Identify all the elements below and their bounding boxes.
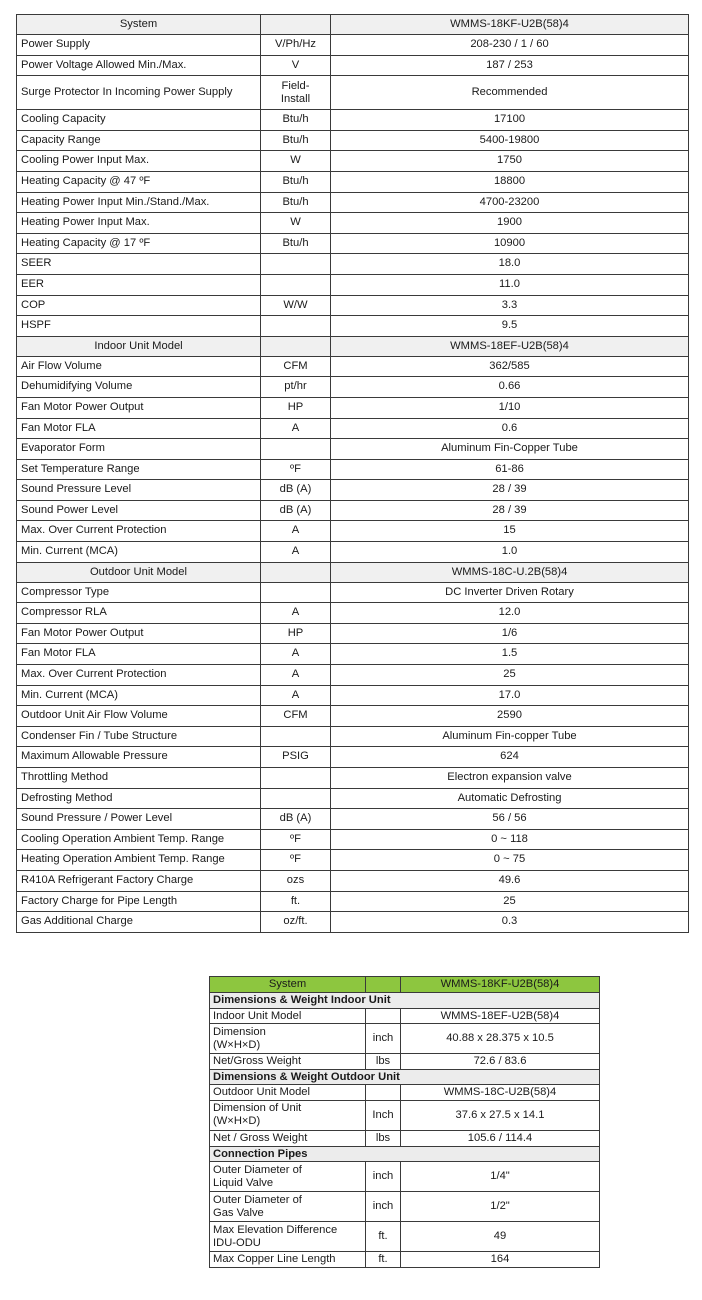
dim-table-row — [210, 1192, 600, 1222]
row-value: 1750 — [331, 151, 689, 172]
table-row — [17, 870, 689, 891]
row-unit: HP — [261, 397, 331, 418]
table-row — [17, 295, 689, 316]
header-unit — [261, 15, 331, 35]
row-label: Capacity Range — [17, 130, 261, 151]
row-unit: A — [261, 644, 331, 665]
table-row — [17, 829, 689, 850]
dim-row-value: WMMS-18EF-U2B(58)4 — [401, 1008, 600, 1024]
table-row — [17, 192, 689, 213]
specifications-table-body — [17, 15, 689, 933]
dim-table-row — [210, 1008, 600, 1024]
table-row — [17, 623, 689, 644]
row-unit: ft. — [261, 891, 331, 912]
row-unit: ozs — [261, 870, 331, 891]
dim-row-value: 1/2" — [401, 1192, 600, 1222]
row-unit-line1: Field- — [281, 80, 310, 93]
row-value: WMMS-18C-U.2B(58)4 — [331, 562, 689, 582]
row-value: 4700-23200 — [331, 192, 689, 213]
dim-row-label-line1: Dimension — [213, 1025, 266, 1038]
row-value: Automatic Defrosting — [331, 788, 689, 809]
dim-row-label-line2: Liquid Valve — [213, 1176, 274, 1189]
table-row — [17, 459, 689, 480]
table-row — [17, 316, 689, 337]
row-unit: ºF — [261, 459, 331, 480]
dim-row-label — [210, 1024, 366, 1054]
table-row — [17, 377, 689, 398]
row-unit: W/W — [261, 295, 331, 316]
table-row — [17, 110, 689, 131]
dim-header-label: System — [210, 977, 366, 993]
row-value: 5400-19800 — [331, 130, 689, 151]
group-header-row — [17, 562, 689, 582]
table-row — [17, 665, 689, 686]
table-row — [17, 726, 689, 747]
table-row — [17, 480, 689, 501]
row-unit: A — [261, 603, 331, 624]
table-header-row — [17, 15, 689, 35]
row-value: 0 ~ 118 — [331, 829, 689, 850]
row-value: 17100 — [331, 110, 689, 131]
row-label: Compressor Type — [17, 582, 261, 603]
row-unit: V — [261, 55, 331, 76]
row-unit: A — [261, 521, 331, 542]
table-row — [17, 76, 689, 110]
dim-row-label: Max Copper Line Length — [210, 1252, 366, 1268]
row-label: Power Supply — [17, 35, 261, 56]
row-label: R410A Refrigerant Factory Charge — [17, 870, 261, 891]
dim-row-label-line2: Gas Valve — [213, 1206, 264, 1219]
row-unit: dB (A) — [261, 500, 331, 521]
row-unit: CFM — [261, 706, 331, 727]
row-unit — [261, 439, 331, 460]
dimensions-table-body — [210, 977, 600, 1268]
row-value: 25 — [331, 891, 689, 912]
dim-header-unit — [366, 977, 401, 993]
row-value: 624 — [331, 747, 689, 768]
row-unit-line2: Install — [280, 92, 311, 105]
row-unit: A — [261, 542, 331, 563]
row-label: Maximum Allowable Pressure — [17, 747, 261, 768]
row-unit — [261, 76, 331, 110]
row-label: SEER — [17, 254, 261, 275]
row-unit — [261, 336, 331, 356]
row-value: 11.0 — [331, 274, 689, 295]
row-label: Surge Protector In Incoming Power Supply — [17, 76, 261, 110]
row-value: 56 / 56 — [331, 809, 689, 830]
row-label: Evaporator Form — [17, 439, 261, 460]
row-value: 0 ~ 75 — [331, 850, 689, 871]
row-unit: V/Ph/Hz — [261, 35, 331, 56]
row-unit: oz/ft. — [261, 912, 331, 933]
row-label: Cooling Power Input Max. — [17, 151, 261, 172]
row-label: Min. Current (MCA) — [17, 542, 261, 563]
dim-row-unit: inch — [366, 1162, 401, 1192]
row-value: Electron expansion valve — [331, 768, 689, 789]
table-row — [17, 685, 689, 706]
table-row — [17, 747, 689, 768]
dim-row-value: 105.6 / 114.4 — [401, 1130, 600, 1146]
header-model: WMMS-18KF-U2B(58)4 — [331, 15, 689, 35]
table-row — [17, 912, 689, 933]
dim-table-row — [210, 1162, 600, 1192]
row-value: 1/10 — [331, 397, 689, 418]
row-value: 12.0 — [331, 603, 689, 624]
table-row — [17, 356, 689, 377]
row-value: DC Inverter Driven Rotary — [331, 582, 689, 603]
row-value: 18800 — [331, 171, 689, 192]
row-value: Recommended — [331, 76, 689, 110]
specifications-table — [16, 14, 689, 933]
row-value: 10900 — [331, 233, 689, 254]
row-unit: Btu/h — [261, 110, 331, 131]
row-value: Aluminum Fin-copper Tube — [331, 726, 689, 747]
dim-row-label: Net / Gross Weight — [210, 1130, 366, 1146]
row-label: Heating Power Input Max. — [17, 213, 261, 234]
row-unit: Btu/h — [261, 192, 331, 213]
row-value: Aluminum Fin-Copper Tube — [331, 439, 689, 460]
row-unit: PSIG — [261, 747, 331, 768]
row-unit: Btu/h — [261, 130, 331, 151]
dim-row-value: 164 — [401, 1252, 600, 1268]
row-value: 28 / 39 — [331, 500, 689, 521]
row-unit — [261, 582, 331, 603]
row-unit: A — [261, 665, 331, 686]
table-row — [17, 233, 689, 254]
row-value: 0.3 — [331, 912, 689, 933]
dim-row-unit: Inch — [366, 1100, 401, 1130]
row-value: 15 — [331, 521, 689, 542]
row-label: Defrosting Method — [17, 788, 261, 809]
row-label: Throttling Method — [17, 768, 261, 789]
row-label: Outdoor Unit Model — [17, 562, 261, 582]
row-unit — [261, 274, 331, 295]
row-unit: ºF — [261, 829, 331, 850]
dim-row-unit: inch — [366, 1024, 401, 1054]
row-label: Gas Additional Charge — [17, 912, 261, 933]
dim-section-row — [210, 993, 600, 1009]
table-row — [17, 809, 689, 830]
table-row — [17, 439, 689, 460]
row-label: EER — [17, 274, 261, 295]
row-unit — [261, 562, 331, 582]
table-row — [17, 891, 689, 912]
dim-table-row — [210, 1024, 600, 1054]
row-unit: Btu/h — [261, 233, 331, 254]
dim-section-row — [210, 1146, 600, 1162]
row-unit — [261, 316, 331, 337]
dim-table-row — [210, 1222, 600, 1252]
row-unit: A — [261, 418, 331, 439]
row-value: 0.66 — [331, 377, 689, 398]
dim-row-label-line1: Outer Diameter of — [213, 1193, 302, 1206]
row-value: 362/585 — [331, 356, 689, 377]
row-value: WMMS-18EF-U2B(58)4 — [331, 336, 689, 356]
row-label: Heating Power Input Min./Stand./Max. — [17, 192, 261, 213]
dim-row-label-line1: Max Elevation Difference — [213, 1223, 338, 1236]
dim-table-row — [210, 1100, 600, 1130]
dim-row-label-line1: Outer Diameter of — [213, 1163, 302, 1176]
table-row — [17, 706, 689, 727]
row-label: Heating Operation Ambient Temp. Range — [17, 850, 261, 871]
dim-table-row — [210, 1054, 600, 1070]
dim-row-label — [210, 1222, 366, 1252]
row-unit: W — [261, 151, 331, 172]
row-label: Condenser Fin / Tube Structure — [17, 726, 261, 747]
table-row — [17, 130, 689, 151]
dim-row-unit: lbs — [366, 1130, 401, 1146]
header-label: System — [17, 15, 261, 35]
row-value: 2590 — [331, 706, 689, 727]
table-row — [17, 521, 689, 542]
dim-section-title: Dimensions & Weight Indoor Unit — [210, 993, 600, 1009]
row-value: 1.0 — [331, 542, 689, 563]
row-label: Fan Motor Power Output — [17, 397, 261, 418]
dim-row-unit: inch — [366, 1192, 401, 1222]
table-row — [17, 603, 689, 624]
dim-header-model: WMMS-18KF-U2B(58)4 — [401, 977, 600, 993]
row-unit: dB (A) — [261, 480, 331, 501]
row-value: 187 / 253 — [331, 55, 689, 76]
row-label: Power Voltage Allowed Min./Max. — [17, 55, 261, 76]
row-value: 1900 — [331, 213, 689, 234]
table-row — [17, 644, 689, 665]
dim-row-unit: lbs — [366, 1054, 401, 1070]
row-unit: A — [261, 685, 331, 706]
row-label: Air Flow Volume — [17, 356, 261, 377]
row-value: 9.5 — [331, 316, 689, 337]
row-value: 1/6 — [331, 623, 689, 644]
row-label: Compressor RLA — [17, 603, 261, 624]
row-value: 61-86 — [331, 459, 689, 480]
dim-section-row — [210, 1069, 600, 1085]
table-row — [17, 254, 689, 275]
row-unit: dB (A) — [261, 809, 331, 830]
row-unit — [261, 726, 331, 747]
row-value: 208-230 / 1 / 60 — [331, 35, 689, 56]
table-row — [17, 582, 689, 603]
row-unit: pt/hr — [261, 377, 331, 398]
table-row — [17, 768, 689, 789]
row-label: Factory Charge for Pipe Length — [17, 891, 261, 912]
dim-row-label-line2: (W×H×D) — [213, 1038, 261, 1051]
dim-row-label: Indoor Unit Model — [210, 1008, 366, 1024]
table-row — [17, 397, 689, 418]
dim-row-value: 40.88 x 28.375 x 10.5 — [401, 1024, 600, 1054]
row-label: Fan Motor FLA — [17, 644, 261, 665]
dim-row-unit: ft. — [366, 1252, 401, 1268]
row-unit — [261, 768, 331, 789]
row-label: Set Temperature Range — [17, 459, 261, 480]
table-row — [17, 213, 689, 234]
dim-row-value: 1/4" — [401, 1162, 600, 1192]
row-label: Cooling Capacity — [17, 110, 261, 131]
table-row — [17, 274, 689, 295]
row-label: Fan Motor FLA — [17, 418, 261, 439]
dim-row-value: 37.6 x 27.5 x 14.1 — [401, 1100, 600, 1130]
row-value: 49.6 — [331, 870, 689, 891]
table-row — [17, 35, 689, 56]
table-row — [17, 542, 689, 563]
row-unit: W — [261, 213, 331, 234]
row-unit: HP — [261, 623, 331, 644]
table-row — [17, 151, 689, 172]
row-label: Heating Capacity @ 17 ºF — [17, 233, 261, 254]
row-label: Sound Power Level — [17, 500, 261, 521]
dim-row-label-line1: Dimension of Unit — [213, 1102, 302, 1115]
row-label: Cooling Operation Ambient Temp. Range — [17, 829, 261, 850]
row-label: Max. Over Current Protection — [17, 521, 261, 542]
row-value: 25 — [331, 665, 689, 686]
row-value: 3.3 — [331, 295, 689, 316]
row-label: Min. Current (MCA) — [17, 685, 261, 706]
table-row — [17, 418, 689, 439]
row-value: 0.6 — [331, 418, 689, 439]
row-label: Dehumidifying Volume — [17, 377, 261, 398]
row-value: 28 / 39 — [331, 480, 689, 501]
dim-row-label-line2: (W×H×D) — [213, 1115, 261, 1128]
row-label: Heating Capacity @ 47 ºF — [17, 171, 261, 192]
row-value: 1.5 — [331, 644, 689, 665]
dim-row-value: WMMS-18C-U2B(58)4 — [401, 1085, 600, 1101]
dim-row-label — [210, 1192, 366, 1222]
dim-section-title: Dimensions & Weight Outdoor Unit — [210, 1069, 600, 1085]
table-row — [17, 850, 689, 871]
row-label: Sound Pressure Level — [17, 480, 261, 501]
dim-row-label: Net/Gross Weight — [210, 1054, 366, 1070]
row-unit — [261, 254, 331, 275]
dim-header-row — [210, 977, 600, 993]
row-label: Max. Over Current Protection — [17, 665, 261, 686]
table-row — [17, 788, 689, 809]
dim-row-value: 49 — [401, 1222, 600, 1252]
row-label: Fan Motor Power Output — [17, 623, 261, 644]
row-unit — [261, 788, 331, 809]
row-unit: ºF — [261, 850, 331, 871]
dim-row-unit — [366, 1008, 401, 1024]
dim-row-label — [210, 1100, 366, 1130]
dim-row-label-line2: IDU-ODU — [213, 1236, 261, 1249]
row-label: Indoor Unit Model — [17, 336, 261, 356]
table-row — [17, 55, 689, 76]
row-label: HSPF — [17, 316, 261, 337]
row-value: 18.0 — [331, 254, 689, 275]
row-unit: CFM — [261, 356, 331, 377]
dim-section-title: Connection Pipes — [210, 1146, 600, 1162]
row-label: Outdoor Unit Air Flow Volume — [17, 706, 261, 727]
group-header-row — [17, 336, 689, 356]
dim-row-label — [210, 1162, 366, 1192]
dim-row-unit — [366, 1085, 401, 1101]
dim-table-row — [210, 1085, 600, 1101]
dim-row-unit: ft. — [366, 1222, 401, 1252]
table-row — [17, 171, 689, 192]
dim-row-label: Outdoor Unit Model — [210, 1085, 366, 1101]
dim-table-row — [210, 1252, 600, 1268]
row-label: Sound Pressure / Power Level — [17, 809, 261, 830]
row-value: 17.0 — [331, 685, 689, 706]
row-label: COP — [17, 295, 261, 316]
dim-row-value: 72.6 / 83.6 — [401, 1054, 600, 1070]
table-row — [17, 500, 689, 521]
dim-table-row — [210, 1130, 600, 1146]
dimensions-table — [209, 976, 600, 1268]
row-unit: Btu/h — [261, 171, 331, 192]
